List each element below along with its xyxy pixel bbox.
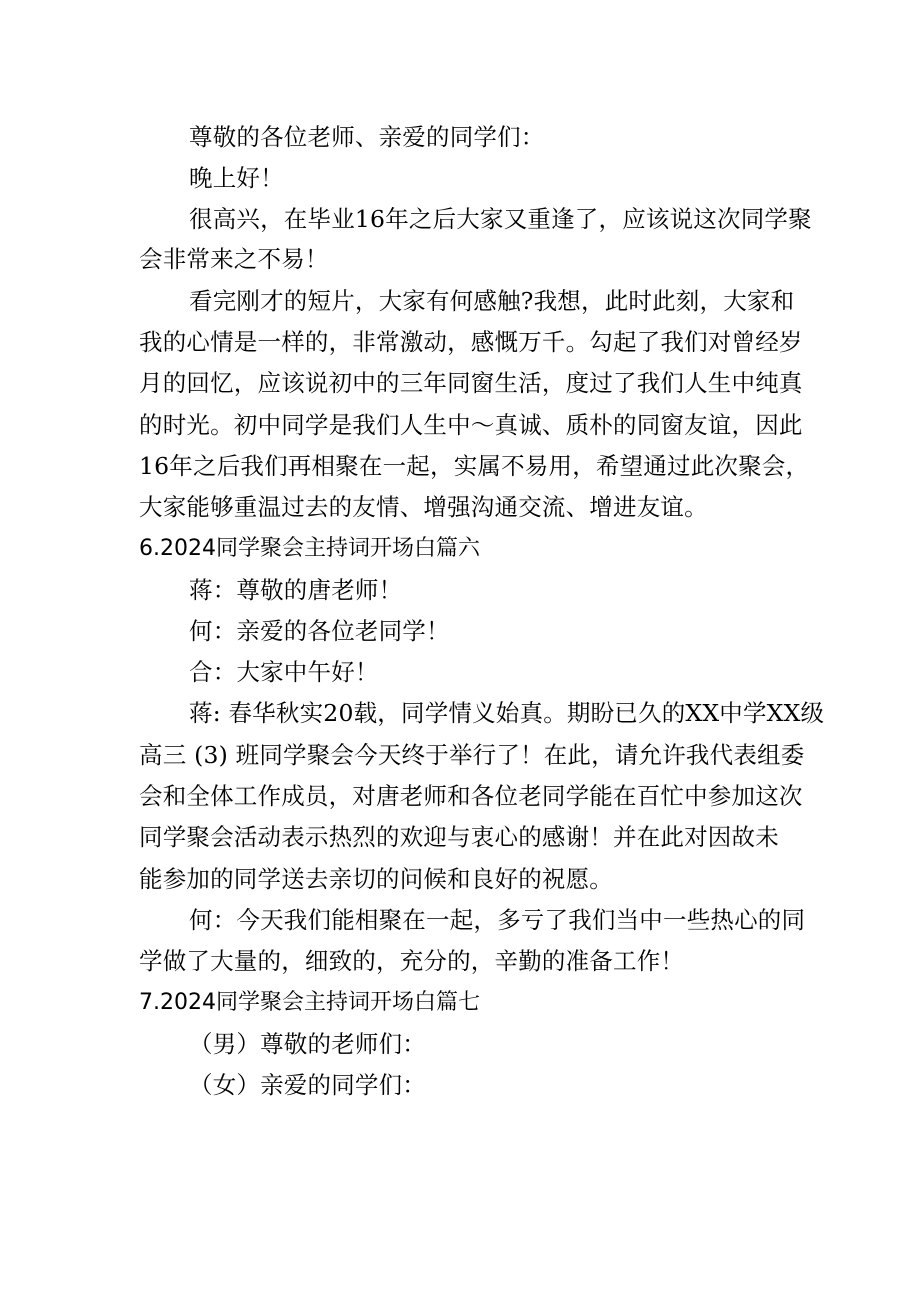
dialogue-line: 蒋：尊敬的唐老师！ bbox=[189, 576, 403, 604]
paragraph-line: 很高兴，在毕业16年之后大家又重逢了，应该说这次同学聚 bbox=[189, 205, 812, 233]
paragraph-line: 月的回忆，应该说初中的三年同窗生活，度过了我们人生中纯真 bbox=[139, 369, 803, 397]
paragraph-line: 能参加的同学送去亲切的问候和良好的祝愿。 bbox=[139, 865, 613, 893]
paragraph-line: 大家能够重温过去的友情、增强沟通交流、增进友谊。 bbox=[139, 493, 708, 521]
paragraph-line: 的时光。初中同学是我们人生中～真诚、质朴的同窗友谊，因此 bbox=[139, 411, 803, 439]
dialogue-line: （女）亲爱的同学们： bbox=[189, 1071, 426, 1099]
dialogue-line: （男）尊敬的老师们： bbox=[189, 1030, 426, 1058]
paragraph-line: 会和全体工作成员，对唐老师和各位老同学能在百忙中参加这次 bbox=[139, 782, 803, 810]
dialogue-line: 合：大家中午好！ bbox=[189, 658, 379, 686]
paragraph-line: 会非常来之不易！ bbox=[139, 245, 329, 273]
paragraph-line: 高三 (3) 班同学聚会今天终于举行了！在此，请允许我代表组委 bbox=[139, 741, 805, 769]
section-heading-6: 6.2024同学聚会主持词开场白篇六 bbox=[139, 536, 480, 561]
dialogue-line: 蒋: 春华秋实20载，同学情义始真。期盼已久的XX中学XX级 bbox=[189, 699, 825, 727]
dialogue-line: 何：今天我们能相聚在一起，多亏了我们当中一些热心的同 bbox=[189, 906, 806, 934]
section-heading-7: 7.2024同学聚会主持词开场白篇七 bbox=[139, 990, 480, 1015]
paragraph-line: 看完刚才的短片，大家有何感触?我想，此时此刻，大家和 bbox=[189, 287, 795, 315]
paragraph-line: 同学聚会活动表示热烈的欢迎与衷心的感谢！并在此对因故未 bbox=[139, 823, 779, 851]
greeting-evening: 晚上好！ bbox=[189, 164, 284, 192]
dialogue-line: 何：亲爱的各位老同学！ bbox=[189, 617, 450, 645]
paragraph-line: 16年之后我们再相聚在一起，实属不易用，希望通过此次聚会， bbox=[139, 452, 810, 480]
paragraph-line: 学做了大量的，细致的，充分的，辛勤的准备工作！ bbox=[139, 947, 685, 975]
paragraph-line: 我的心情是一样的，非常激动，感慨万千。勾起了我们对曾经岁 bbox=[139, 328, 803, 356]
greeting-line: 尊敬的各位老师、亲爱的同学们： bbox=[189, 123, 545, 151]
